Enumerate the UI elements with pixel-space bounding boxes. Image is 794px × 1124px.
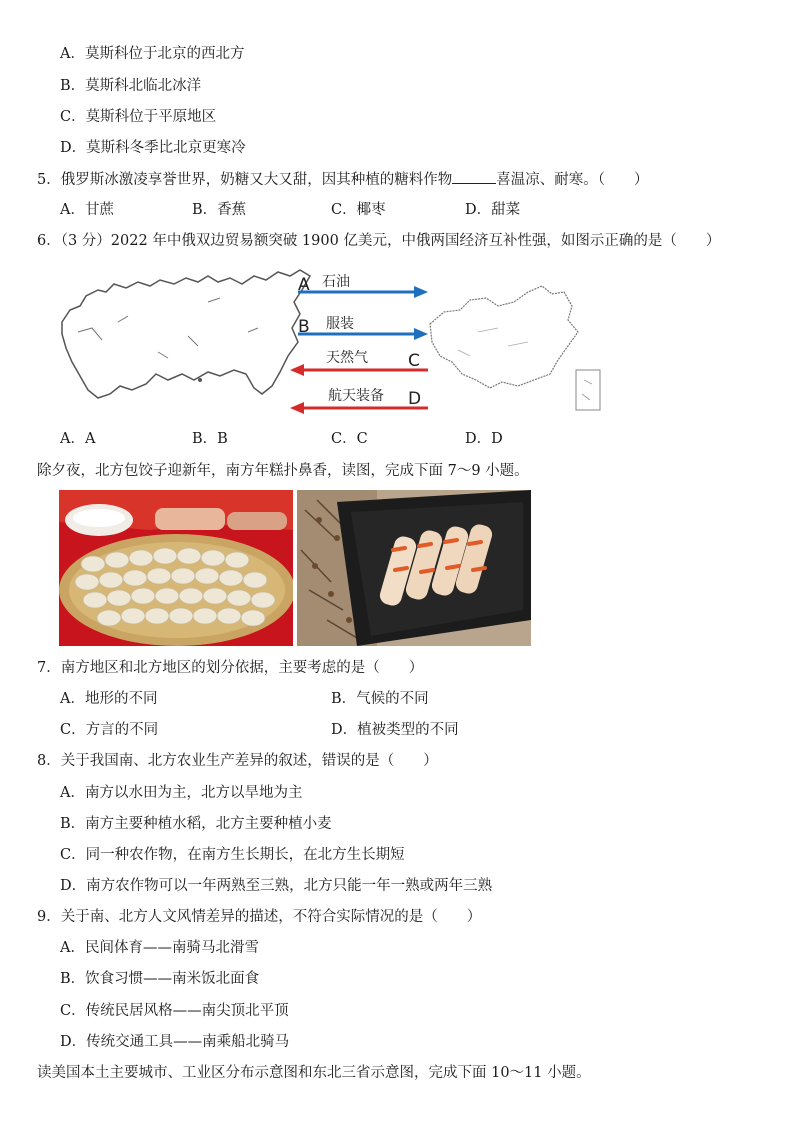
q8-option-b: B．南方主要种植水稻，北方主要种植小麦 [60,816,332,832]
arrow-a-letter: A [298,275,310,295]
q7-option-a: A．地形的不同 [60,691,158,707]
q6-stem: 6．（3 分）2022 年中俄双边贸易额突破 1900 亿美元，中俄两国经济互补性强，如图示正确的是（ ） [37,233,721,249]
q4-option-c: C．莫斯科位于平原地区 [60,109,217,125]
arrow-c-letter: C [408,351,420,371]
q8-option-c: C．同一种农作物，在南方生长期长，在北方生长期短 [60,847,405,863]
q7-option-d: D．植被类型的不同 [331,722,459,738]
q5-option-d: D．甜菜 [465,202,521,218]
q6-option-a: A．A [60,431,96,447]
q8-option-a: A．南方以水田为主，北方以旱地为主 [60,785,303,801]
q4-option-a: A．莫斯科位于北京的西北方 [60,46,245,62]
q9-option-a: A．民间体育——南骑马北滑雪 [60,940,259,956]
q6-option-b: B．B [192,431,228,447]
arrow-a-head [414,286,428,298]
arrow-c-label: 天然气 [326,350,368,366]
q6-option-c: C．C [331,431,368,447]
q9-option-b: B．饮食习惯——南米饭北面食 [60,971,260,987]
russia-map-outline [62,270,310,398]
arrow-b-label: 服装 [326,316,354,332]
intro-7-9: 除夕夜，北方包饺子迎新年，南方年糕扑鼻香，读图，完成下面 7～9 小题。 [37,463,529,479]
dumplings-photo [59,490,293,646]
q4-option-d: D．莫斯科冬季比北京更寒冷 [60,140,246,156]
arrow-b-letter: B [298,317,310,337]
q5-blank [452,169,496,184]
arrow-b-head [414,328,428,340]
q9-stem: 9．关于南、北方人文风情差异的描述，不符合实际情况的是（ ） [37,909,482,925]
south-china-sea-inset [576,370,600,410]
q8-option-d: D．南方农作物可以一年两熟至三熟，北方只能一年一熟或两年三熟 [60,878,493,894]
q5-option-a: A．甘蔗 [60,202,114,218]
q7-option-c: C．方言的不同 [60,722,159,738]
arrow-d-head [290,402,304,414]
q9-option-d: D．传统交通工具——南乘船北骑马 [60,1034,290,1050]
q5-stem-after: 喜温凉、耐寒。（ ） [496,172,649,188]
q6-option-d: D．D [465,431,503,447]
q4-option-b: B．莫斯科北临北冰洋 [60,78,202,94]
q8-stem: 8．关于我国南、北方农业生产差异的叙述，错误的是（ ） [37,753,438,769]
q5-stem [37,169,648,190]
q5-option-b: B．香蕉 [192,202,247,218]
russia-lake-marker [198,378,202,382]
russia-china-trade-map [58,262,608,414]
q7-stem: 7．南方地区和北方地区的划分依据，主要考虑的是（ ） [37,660,424,676]
arrow-a-label: 石油 [322,274,350,290]
intro-10-11: 读美国本土主要城市、工业区分布示意图和东北三省示意图，完成下面 10～11 小题。 [37,1065,591,1081]
q5-option-c: C．椰枣 [331,202,386,218]
q9-option-c: C．传统民居风格——南尖顶北平顶 [60,1003,289,1019]
china-map-outline [430,286,578,388]
q7-option-b: B．气候的不同 [331,691,429,707]
q5-stem-before: 5．俄罗斯冰激凌享誉世界，奶糖又大又甜，因其种植的糖料作物 [37,172,453,188]
arrow-d-label: 航天装备 [328,388,384,404]
arrow-d-letter: D [408,389,422,409]
arrow-c-head [290,364,304,376]
rice-cake-photo [297,490,531,646]
